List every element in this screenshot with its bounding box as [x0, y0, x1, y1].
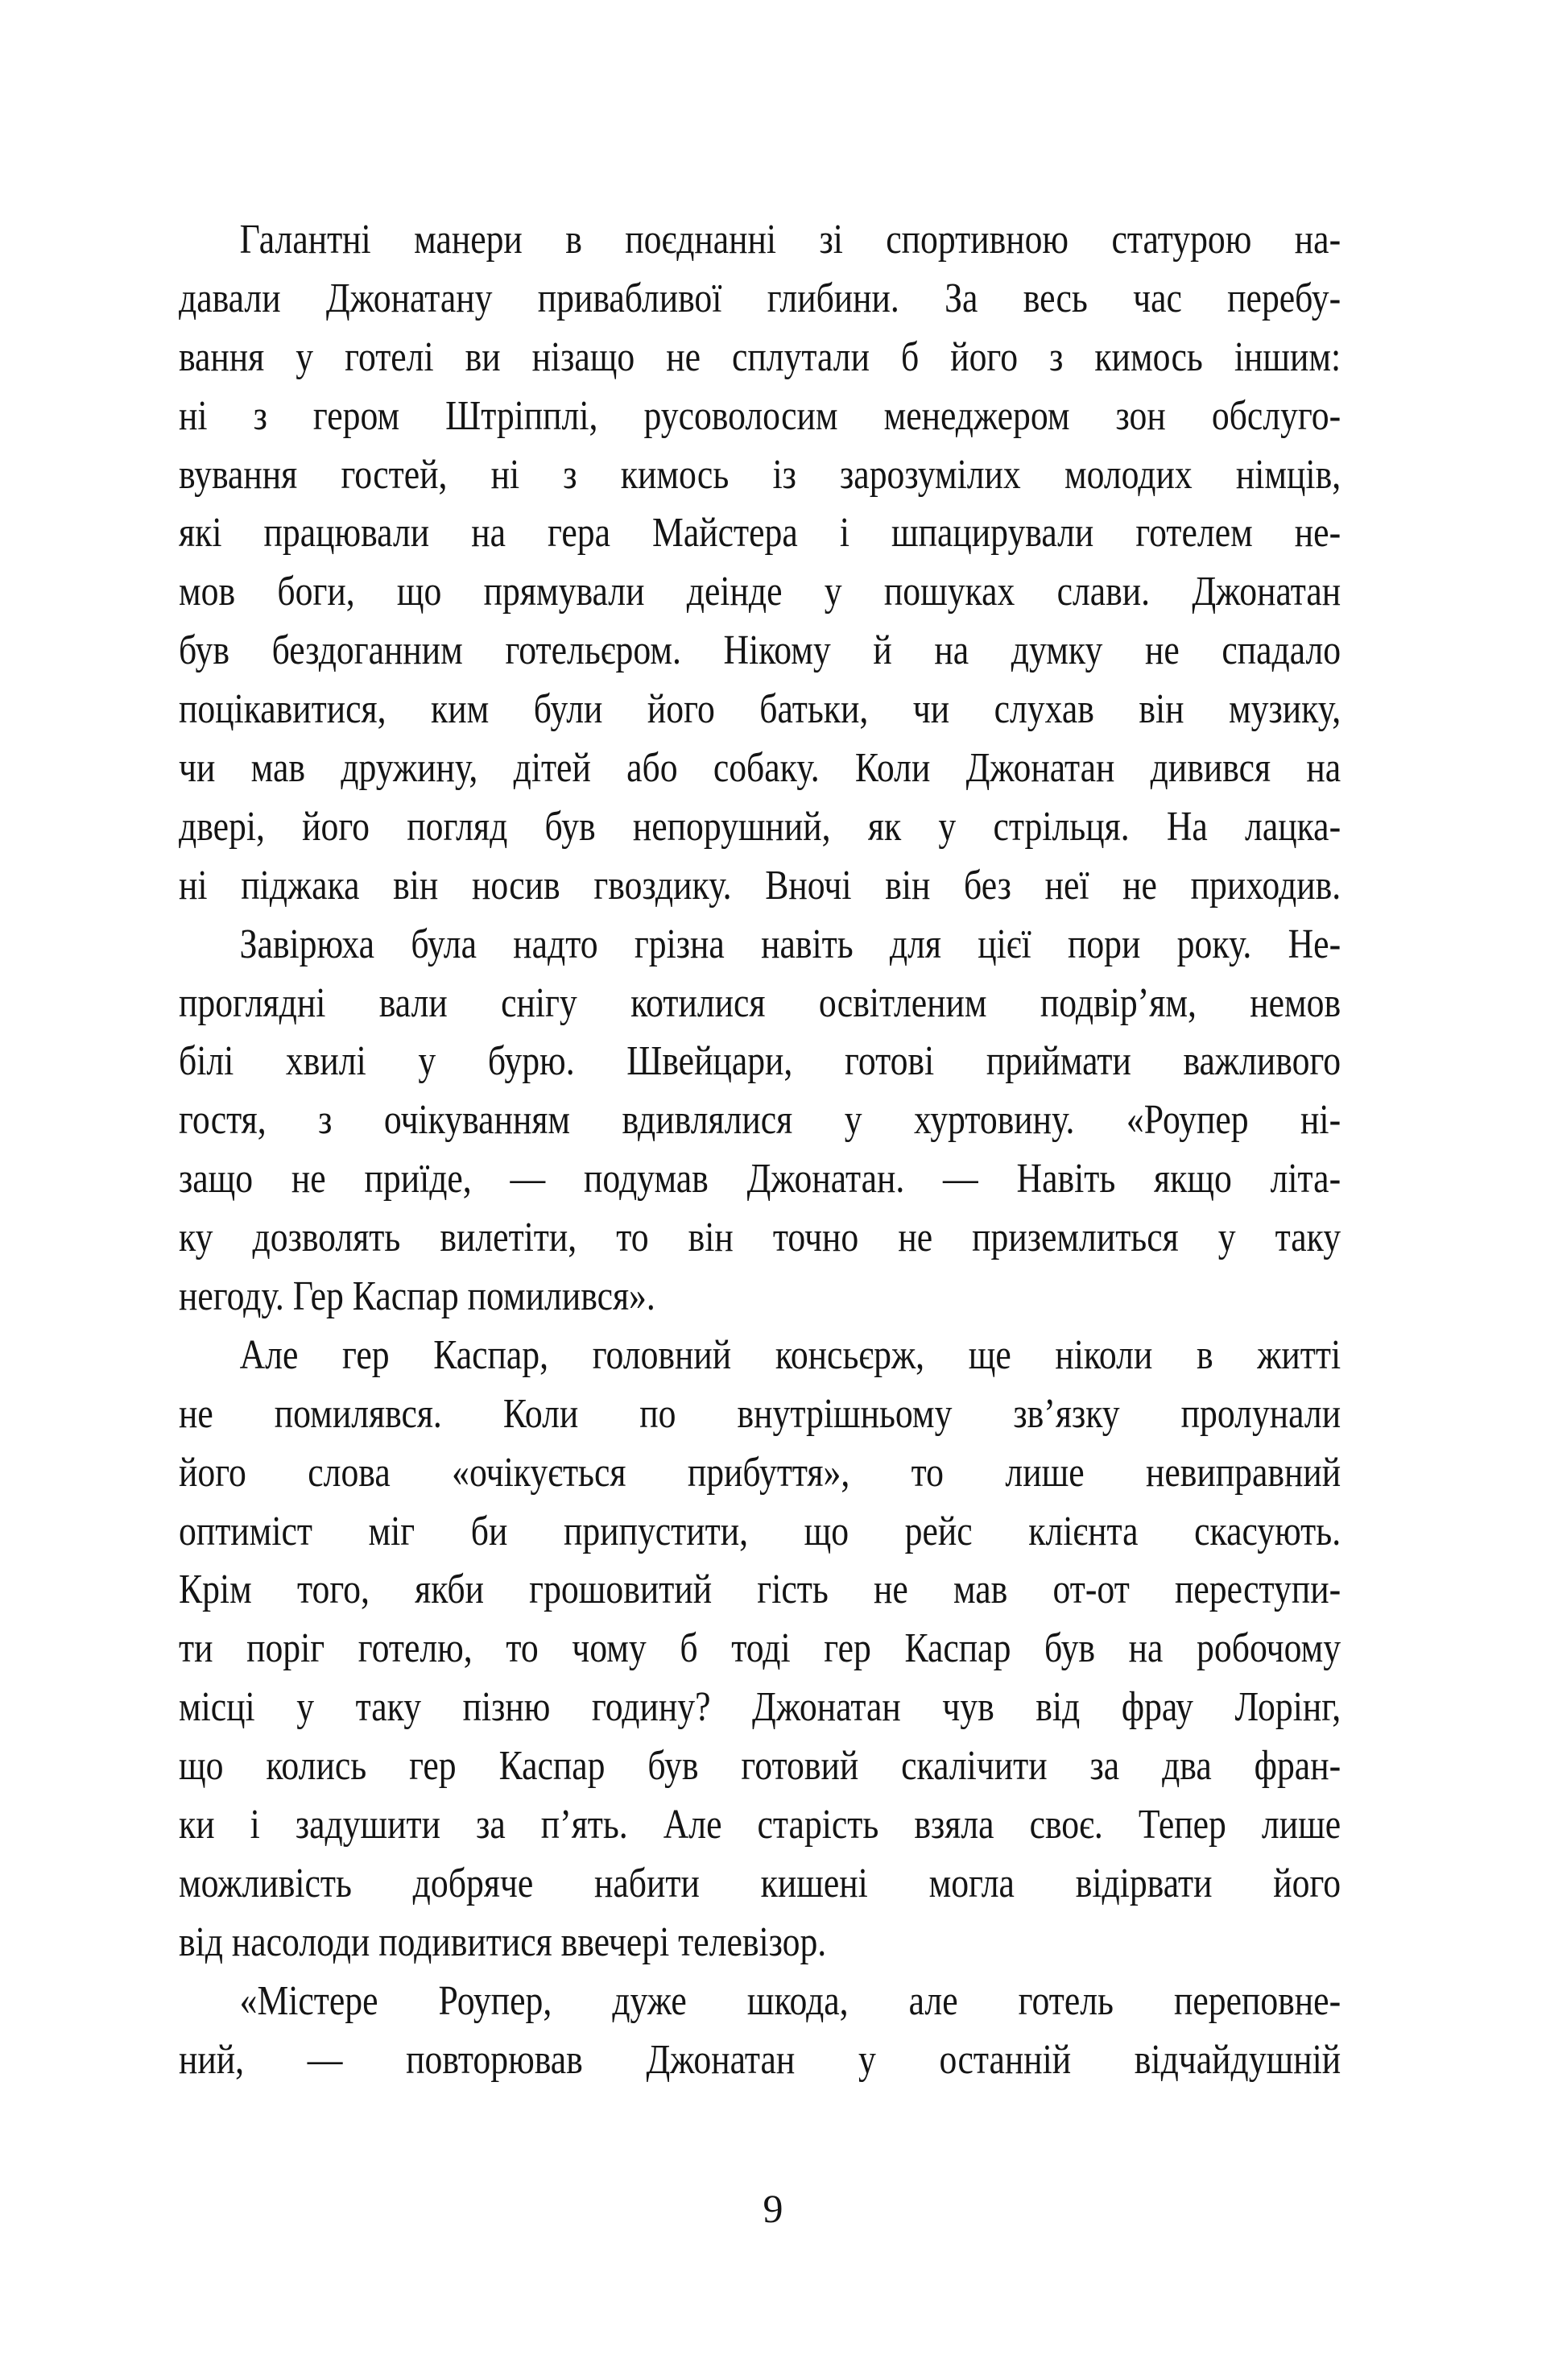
text-line: які працювали на гера Майстера і шпацирували готелем не-: [179, 510, 1341, 557]
text-line: не помилявся. Коли по внутрішньому зв’язку пролунали: [179, 1390, 1341, 1437]
text-line: можливість добряче набити кишені могла відірвати його: [179, 1860, 1341, 1906]
text-line: його слова «очікується прибуття», то лише невиправний: [179, 1449, 1341, 1496]
text-line: ки і задушити за п’ять. Але старість взяла своє. Тепер лише: [179, 1802, 1341, 1848]
text-line: що колись гер Каспар був готовий скалічити за два фран-: [179, 1743, 1341, 1790]
text-column: [179, 211, 1341, 2090]
paragraph-3: [179, 1327, 1341, 1972]
text-line: поцікавитися, ким були його батьки, чи слухав він музику,: [179, 686, 1341, 733]
paragraph-1: [179, 211, 1341, 916]
text-line: Але гер Каспар, головний консьєрж, ще ніколи в житті: [239, 1331, 1341, 1378]
text-line: Галантні манери в поєднанні зі спортивною статурою на-: [239, 217, 1341, 263]
text-line: вання у готелі ви нізащо не сплутали б його з кимось іншим:: [179, 333, 1341, 380]
page-number: 9: [763, 2186, 783, 2231]
text-line: мов боги, що прямували деінде у пошуках слави. Джонатан: [179, 569, 1341, 615]
text-line: защо не приїде, — подумав Джонатан. — Навіть якщо літа-: [179, 1156, 1341, 1202]
text-line: негоду. Гер Каспар помилився».: [179, 1273, 655, 1320]
text-line: ку дозволять вилетіти, то він точно не приземлиться у таку: [179, 1215, 1341, 1261]
text-line: вування гостей, ні з кимось із зарозумілих молодих німців,: [179, 451, 1341, 498]
text-line: ні піджака він носив гвоздику. Вночі він без неї не приходив.: [179, 862, 1341, 909]
text-line: чи мав дружину, дітей або собаку. Коли Джонатан дивився на: [179, 745, 1341, 792]
text-line: двері, його погляд був непорушний, як у стрільця. На лацка-: [179, 803, 1341, 850]
text-line: від насолоди подивитися ввечері телевізор.: [179, 1918, 827, 1965]
text-line: місці у таку пізню годину? Джонатан чув від фрау Лорінг,: [179, 1684, 1341, 1731]
text-line: Крім того, якби грошовитий гість не мав от-от переступи-: [179, 1567, 1341, 1613]
paragraph-4: [179, 1972, 1341, 2090]
text-line: «Містере Роупер, дуже шкода, але готель переповне-: [239, 1977, 1341, 2024]
text-line: був бездоганним готельєром. Нікому й на думку не спадало: [179, 627, 1341, 674]
text-line: ний, — повторював Джонатан у останній відчайдушній: [179, 2036, 1341, 2083]
text-line: оптиміст міг би припустити, що рейс клієнта скасують.: [179, 1508, 1341, 1554]
text-line: ні з гером Штріпплі, русоволосим менеджером зон обслуго-: [179, 392, 1341, 439]
paragraph-2: [179, 916, 1341, 1327]
text-line: білі хвилі у бурю. Швейцари, готові приймати важливого: [179, 1038, 1341, 1085]
text-line: давали Джонатану привабливої глибини. За весь час перебу-: [179, 275, 1341, 321]
text-line: гостя, з очікуванням вдивлялися у хуртовину. «Роупер ні-: [179, 1097, 1341, 1144]
text-line: Завірюха була надто грізна навіть для цієї пори року. Не-: [239, 921, 1341, 967]
text-line: ти поріг готелю, то чому б тоді гер Каспар був на робочому: [179, 1625, 1341, 1672]
text-line: проглядні вали снігу котилися освітленим подвір’ям, немов: [179, 979, 1341, 1026]
